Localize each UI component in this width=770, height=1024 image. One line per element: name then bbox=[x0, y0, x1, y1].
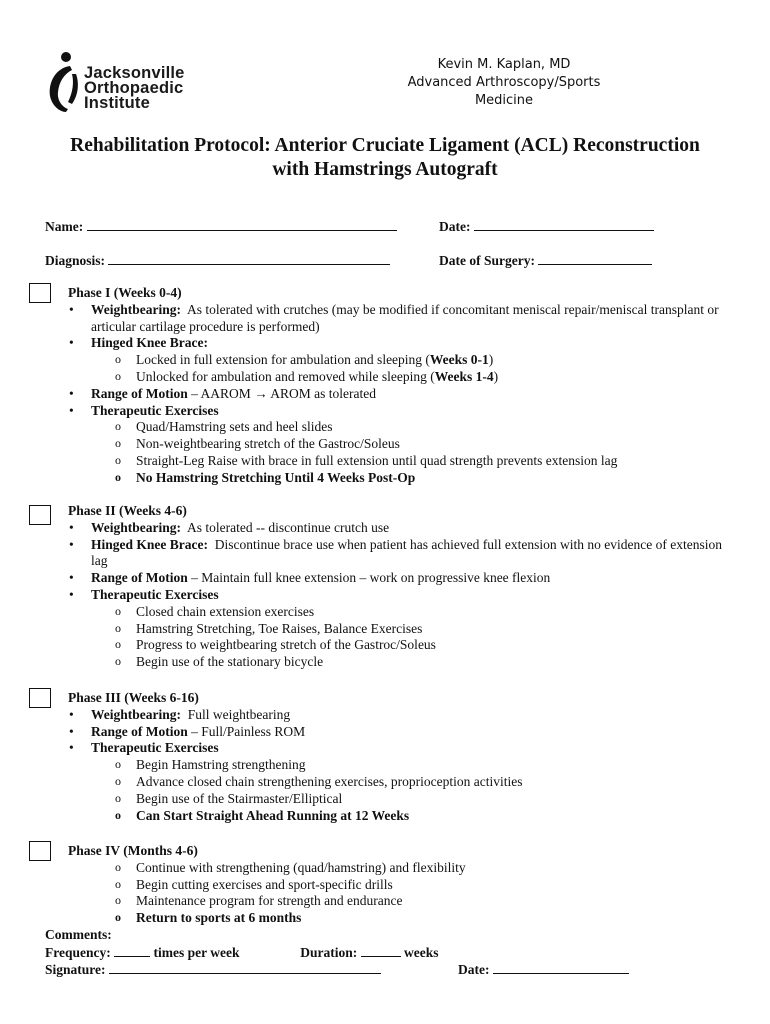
rom-label: Range of Motion bbox=[91, 723, 188, 739]
list-item bbox=[60, 587, 740, 671]
list-item: o Maintenance program for strength and endurance bbox=[60, 893, 740, 910]
diagnosis-label: Diagnosis: bbox=[45, 253, 106, 268]
phase-2-section bbox=[60, 503, 740, 671]
logo-wordmark bbox=[84, 66, 185, 111]
list-item: o No Hamstring Stretching Until 4 Weeks Post-Op bbox=[60, 470, 740, 487]
brace-item-text: Locked in full extension for ambulation and sleeping ( bbox=[136, 352, 430, 368]
brace-label: Hinged Knee Brace: bbox=[91, 335, 208, 351]
list-item: o Begin use of the stationary bicycle bbox=[60, 654, 740, 671]
name-field-row bbox=[45, 218, 397, 235]
list-item bbox=[60, 537, 740, 571]
weightbearing-label: Weightbearing: bbox=[91, 301, 181, 317]
brace-label: Hinged Knee Brace: bbox=[91, 536, 208, 552]
list-item bbox=[60, 707, 740, 724]
logo-line-3: Institute bbox=[84, 94, 150, 112]
phase-4-section bbox=[60, 843, 740, 927]
signature-date-input-line[interactable] bbox=[493, 961, 629, 974]
rom-label: Range of Motion bbox=[91, 385, 188, 401]
exercises-label: Therapeutic Exercises bbox=[91, 740, 219, 756]
brace-item-end: ) bbox=[488, 352, 494, 368]
list-item: o Can Start Straight Ahead Running at 12 Weeks bbox=[60, 808, 740, 825]
signature-label: Signature: bbox=[45, 962, 106, 977]
list-item bbox=[60, 403, 740, 487]
title-line-2: with Hamstrings Autograft bbox=[272, 159, 498, 180]
list-item bbox=[60, 520, 740, 537]
weightbearing-text: As tolerated -- discontinue crutch use bbox=[187, 519, 390, 535]
phase-4-title: Phase IV (Months 4-6) bbox=[68, 843, 198, 858]
list-item: o Begin use of the Stairmaster/Elliptical bbox=[60, 791, 740, 808]
list-item bbox=[60, 352, 740, 369]
list-item bbox=[60, 740, 740, 824]
brace-text: Discontinue brace use when patient has achieved full extension with no evidence of extension lag bbox=[91, 536, 722, 569]
exercises-label: Therapeutic Exercises bbox=[91, 586, 219, 602]
weightbearing-label: Weightbearing: bbox=[91, 519, 181, 535]
logo-line-1: Jacksonville bbox=[84, 64, 185, 82]
surgery-date-label: Date of Surgery: bbox=[439, 253, 535, 268]
frequency-label: Frequency: bbox=[45, 945, 111, 960]
weightbearing-label: Weightbearing: bbox=[91, 706, 181, 722]
exercises-label: Therapeutic Exercises bbox=[91, 402, 219, 418]
rom-text: – AAROM → AROM as tolerated bbox=[191, 385, 376, 401]
diagnosis-input-line[interactable] bbox=[108, 252, 390, 265]
comments-row bbox=[45, 927, 745, 944]
comments-label: Comments: bbox=[45, 927, 112, 942]
rom-text: – Maintain full knee extension – work on progressive knee flexion bbox=[191, 570, 551, 586]
weightbearing-text: Full weightbearing bbox=[187, 706, 291, 722]
list-item: o Return to sports at 6 months bbox=[60, 910, 740, 927]
list-item bbox=[60, 335, 740, 385]
frequency-row bbox=[45, 944, 745, 962]
list-item: o Begin cutting exercises and sport-specific drills bbox=[60, 877, 740, 894]
logo-line-2: Orthopaedic bbox=[84, 79, 184, 97]
date-field-row bbox=[439, 218, 654, 235]
duration-label: Duration: bbox=[300, 945, 358, 960]
surgery-date-input-line[interactable] bbox=[538, 252, 652, 265]
list-item: o Straight-Leg Raise with brace in full extension until quad strength prevents extension lag bbox=[60, 453, 740, 470]
title-line-1: Rehabilitation Protocol: Anterior Cruciate Ligament (ACL) Reconstruction bbox=[70, 135, 700, 156]
rom-text: – Full/Painless ROM bbox=[191, 723, 306, 739]
list-item: o Non-weightbearing stretch of the Gastroc/Soleus bbox=[60, 436, 740, 453]
document-title bbox=[40, 134, 730, 182]
name-input-line[interactable] bbox=[87, 218, 397, 231]
list-item: o Continue with strengthening (quad/hamstring) and flexibility bbox=[60, 860, 740, 877]
frequency-input-line[interactable] bbox=[114, 944, 150, 957]
doctor-title-line-1: Advanced Arthroscopy/Sports bbox=[407, 75, 601, 90]
phase-2-checkbox[interactable] bbox=[29, 505, 51, 525]
rom-label: Range of Motion bbox=[91, 570, 188, 586]
doctor-name: Kevin M. Kaplan, MD bbox=[437, 57, 571, 72]
weightbearing-text: As tolerated with crutches (may be modified if concomitant meniscal repair/meniscal transplant or articular cartilage procedure is performed) bbox=[91, 301, 719, 334]
duration-suffix: weeks bbox=[403, 945, 439, 960]
brace-item-weeks: Weeks 0-1 bbox=[429, 352, 489, 368]
brace-item-text: Unlocked for ambulation and removed while sleeping ( bbox=[136, 368, 435, 384]
diagnosis-field-row bbox=[45, 252, 390, 269]
duration-input-line[interactable] bbox=[361, 944, 401, 957]
date-label: Date: bbox=[439, 219, 471, 234]
surgery-date-field-row bbox=[439, 252, 652, 269]
brace-item-weeks: Weeks 1-4 bbox=[434, 368, 494, 384]
list-item bbox=[60, 724, 740, 741]
list-item bbox=[60, 302, 740, 336]
phase-3-checkbox[interactable] bbox=[29, 688, 51, 708]
signature-date-label: Date: bbox=[458, 962, 490, 977]
phase-4-checkbox[interactable] bbox=[29, 841, 51, 861]
phase-1-checkbox[interactable] bbox=[29, 283, 51, 303]
date-input-line[interactable] bbox=[474, 218, 654, 231]
phase-1-section bbox=[60, 285, 740, 487]
list-item: o Progress to weightbearing stretch of the Gastroc/Soleus bbox=[60, 637, 740, 654]
signature-date-row bbox=[458, 961, 658, 979]
phase-1-title: Phase I (Weeks 0-4) bbox=[68, 285, 182, 300]
list-item: o Hamstring Stretching, Toe Raises, Balance Exercises bbox=[60, 621, 740, 638]
list-item bbox=[60, 386, 740, 403]
signature-input-line[interactable] bbox=[109, 961, 381, 974]
brace-item-end: ) bbox=[493, 368, 499, 384]
phase-3-title: Phase III (Weeks 6-16) bbox=[68, 690, 199, 705]
phase-3-section bbox=[60, 690, 740, 824]
frequency-suffix: times per week bbox=[153, 945, 240, 960]
list-item: o Advance closed chain strengthening exercises, proprioception activities bbox=[60, 774, 740, 791]
list-item bbox=[60, 570, 740, 587]
doctor-header bbox=[384, 56, 624, 110]
list-item bbox=[60, 369, 740, 386]
list-item: o Closed chain extension exercises bbox=[60, 604, 740, 621]
list-item: o Begin Hamstring strengthening bbox=[60, 757, 740, 774]
phase-2-title: Phase II (Weeks 4-6) bbox=[68, 503, 187, 518]
name-label: Name: bbox=[45, 219, 84, 234]
doctor-title-line-2: Medicine bbox=[474, 93, 534, 108]
list-item: o Quad/Hamstring sets and heel slides bbox=[60, 419, 740, 436]
